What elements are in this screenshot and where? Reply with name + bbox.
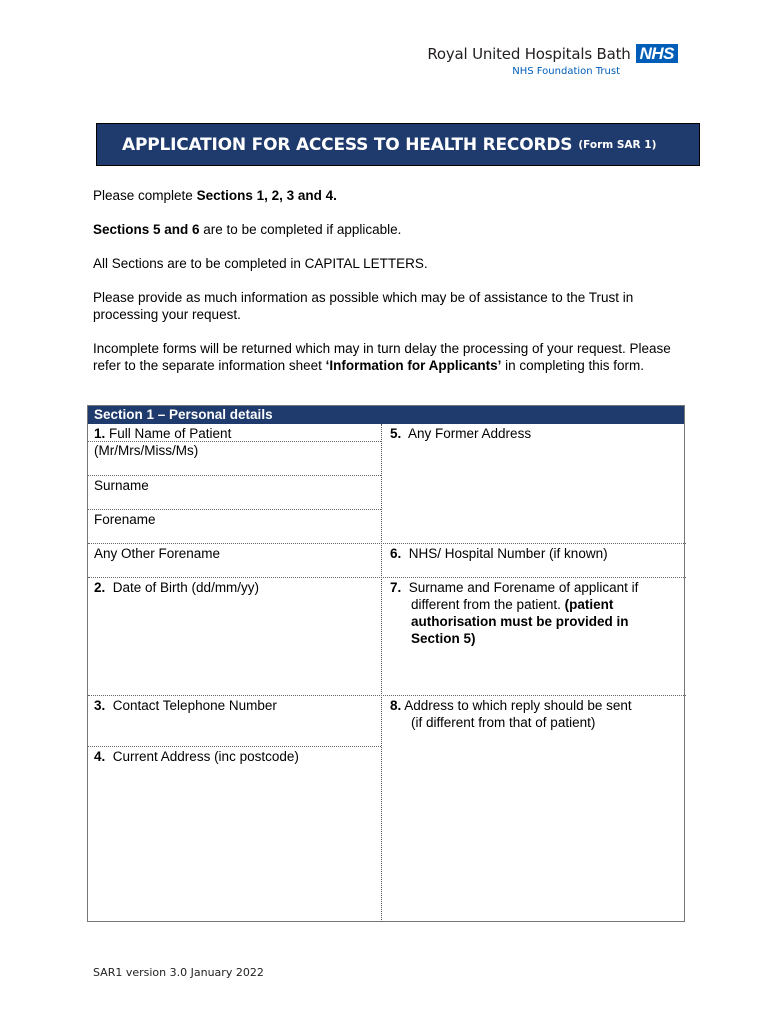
intro-paragraph-4: Please provide as much information as possible which may be of assistance to the Trust in processing your request. — [93, 290, 634, 322]
q7-applicant-name-label: 7. Surname and Forename of applicant if different from the patient. (patient authorisation must be provided in Section 5) — [390, 580, 639, 646]
surname-label: Surname — [94, 478, 149, 493]
q6-nhs-number-label: 6. NHS/ Hospital Number (if known) — [390, 546, 608, 561]
forename-label: Forename — [94, 512, 156, 527]
intro-text — [93, 187, 693, 374]
column-divider — [381, 424, 382, 922]
trust-logo — [427, 44, 678, 77]
q8-reply-address-label: 8. Address to which reply should be sent (if different from that of patient) — [390, 698, 632, 730]
footer-version: SAR1 version 3.0 January 2022 — [93, 966, 264, 979]
org-name: Royal United Hospitals Bath — [427, 44, 631, 63]
line-left-3 — [88, 509, 381, 510]
page-title: APPLICATION FOR ACCESS TO HEALTH RECORDS — [122, 134, 573, 155]
other-forename-label: Any Other Forename — [94, 546, 221, 561]
q2-dob-label: 2. Date of Birth (dd/mm/yy) — [94, 580, 260, 595]
q5-former-address-label: 5. Any Former Address — [390, 426, 532, 441]
line-full-3 — [88, 695, 686, 696]
q3-phone-label: 3. Contact Telephone Number — [94, 698, 277, 713]
intro-paragraph-3: All Sections are to be completed in CAPITAL LETTERS. — [93, 256, 428, 271]
line-full-1 — [88, 543, 686, 544]
q1-full-name-label: 1. Full Name of Patient — [94, 426, 232, 441]
intro-paragraph-1: Please complete Sections 1, 2, 3 and 4. — [93, 188, 337, 203]
section-1-table — [87, 405, 685, 922]
intro-paragraph-2: Sections 5 and 6 are to be completed if applicable. — [93, 222, 402, 237]
trust-name: NHS Foundation Trust — [512, 66, 620, 77]
line-left-2 — [88, 475, 381, 476]
line-full-2 — [88, 577, 686, 578]
q4-address-label: 4. Current Address (inc postcode) — [94, 749, 299, 764]
intro-paragraph-5: Incomplete forms will be returned which may in turn delay the processing of your request. Please refer to the separate information sheet ‘Information for Applicants’ in completing this form. — [93, 341, 671, 373]
title-banner — [96, 123, 700, 166]
form-code: (Form SAR 1) — [578, 138, 657, 151]
q1-title-hint: (Mr/Mrs/Miss/Ms) — [94, 443, 199, 458]
line-left-4 — [88, 746, 381, 747]
nhs-badge: NHS — [636, 44, 678, 63]
section-1-header: Section 1 – Personal details — [88, 406, 684, 424]
